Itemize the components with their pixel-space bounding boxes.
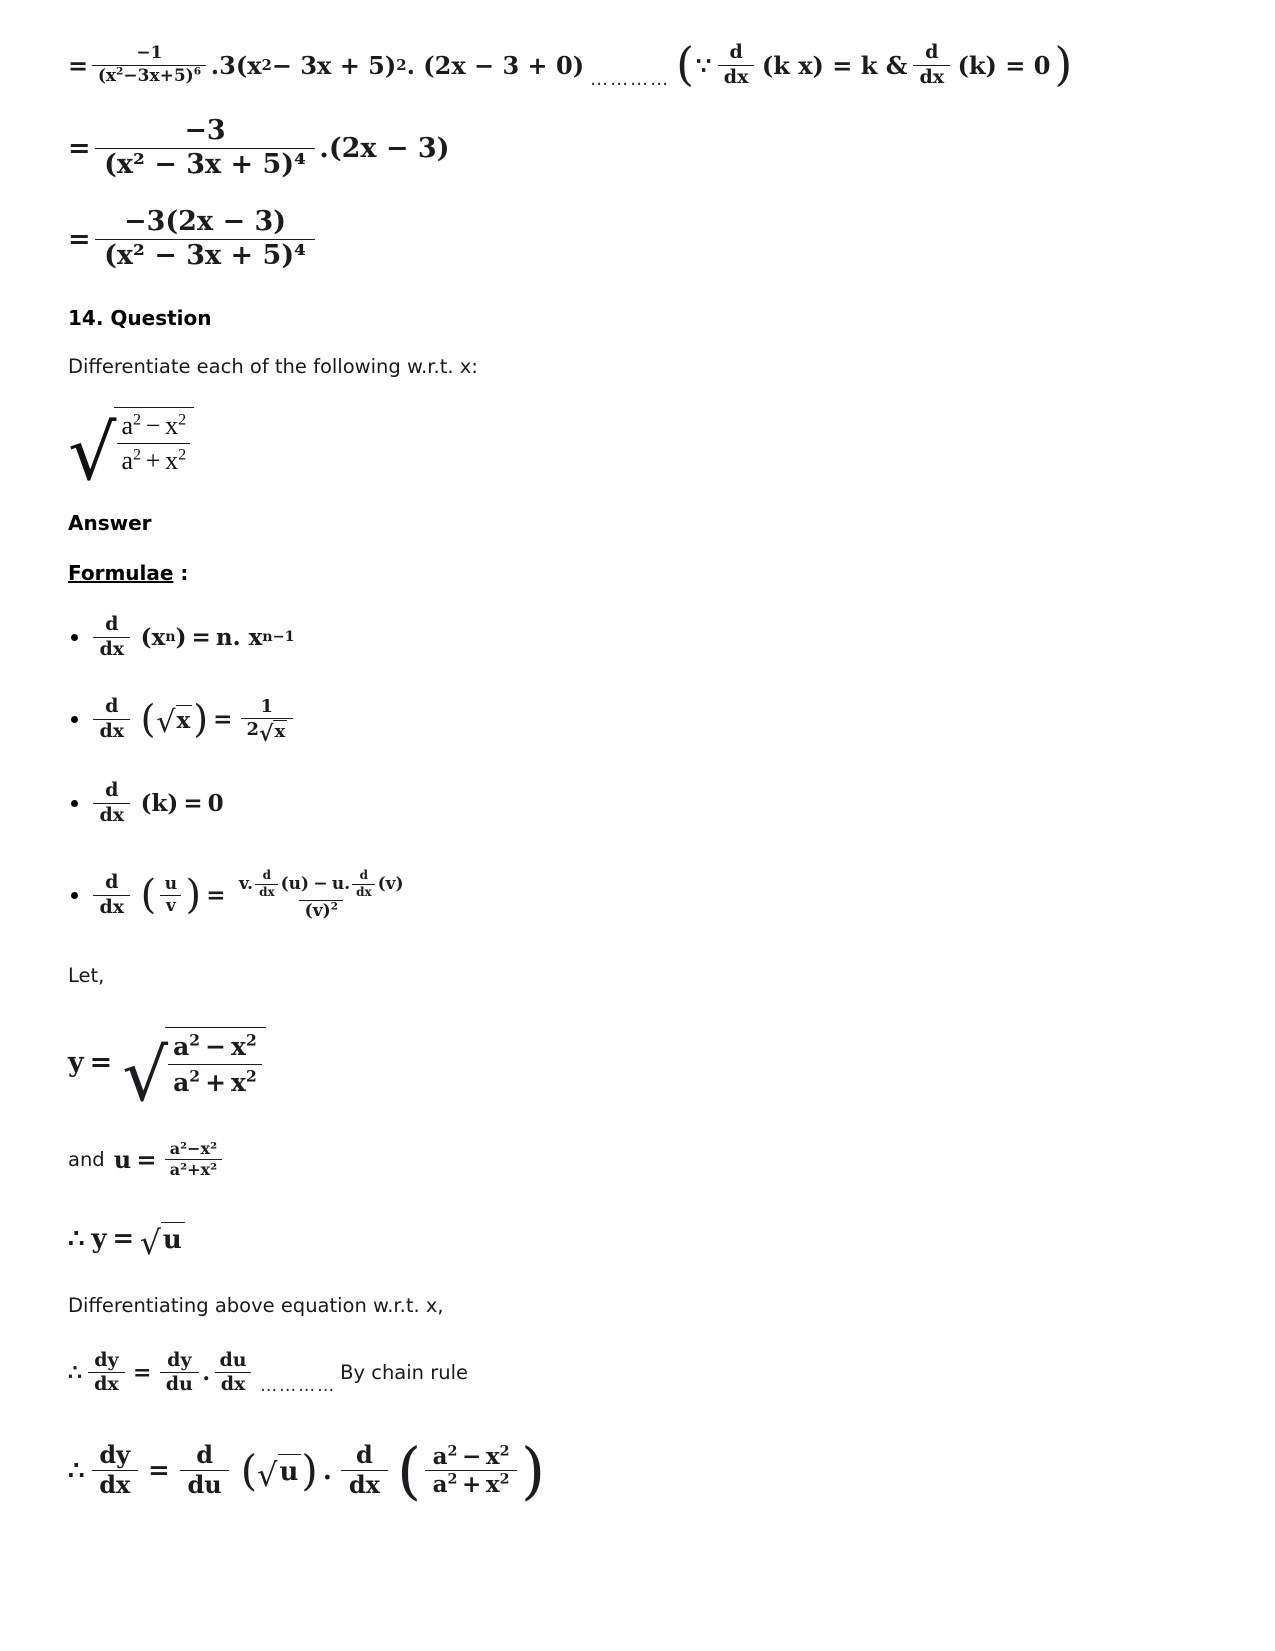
chain-rule-dot: . xyxy=(202,1359,211,1386)
u-definition xyxy=(68,1129,1208,1191)
expanded-radical-sign-icon: √ xyxy=(257,1455,278,1494)
power-rule-dx: dx xyxy=(93,637,130,660)
y-definition-sqrt xyxy=(122,1027,266,1118)
chain-rule-dx2: dx xyxy=(215,1372,252,1395)
expanded-du: du xyxy=(180,1470,230,1499)
sqrt-rule-rhs-radical xyxy=(258,720,287,747)
question-den-x-exp: 2 xyxy=(178,446,187,464)
formula-quotient-rule xyxy=(68,859,1208,931)
quotient-rule-close-paren: ) xyxy=(185,871,202,918)
expanded-equals: = xyxy=(148,1455,170,1486)
y-def-num-a: a xyxy=(173,1032,190,1061)
expanded-den-a-exp: 2 xyxy=(447,1471,458,1488)
question-den-x: x xyxy=(165,446,179,476)
expanded-num-x: x xyxy=(485,1442,500,1470)
eq1-note-k: (k) = 0 xyxy=(957,50,1051,80)
quotient-rule-den-v: (v) xyxy=(304,901,331,922)
question-sqrt xyxy=(68,407,194,498)
eq2-tail: (2x − 3) xyxy=(328,132,450,164)
eq1-side-note xyxy=(676,37,1073,92)
power-rule-lhs-close: ) xyxy=(175,623,187,651)
constant-rule-d: d xyxy=(105,779,119,802)
quotient-rule-den-exp: 2 xyxy=(330,900,338,913)
sqrt-rule-rhs-radicand xyxy=(273,720,287,742)
expanded-den-x-exp: 2 xyxy=(499,1471,510,1488)
quotient-rule-num-u2: u. xyxy=(331,873,351,894)
eq1-note-d2: d xyxy=(925,41,939,64)
question-num-a: a xyxy=(121,411,133,441)
sqrt-rule-rhs-2: 2 xyxy=(246,718,259,740)
sqrt-rule-rhs-den xyxy=(241,718,293,747)
expanded-fraction xyxy=(425,1444,517,1499)
eq3-denominator: (x² − 3x + 5)⁴ xyxy=(95,239,314,271)
eq1-leader-dots: ………… xyxy=(590,69,671,90)
eq2-numerator: −3 xyxy=(184,115,226,147)
y-def-den-x-exp: 2 xyxy=(245,1066,257,1086)
eq1-note-kx: (k x) = k & xyxy=(761,50,908,80)
chain-rule-dx: dx xyxy=(88,1372,125,1395)
quotient-rule-ddx xyxy=(93,872,130,918)
sqrt-rule-radicand xyxy=(176,705,193,734)
eq1-note-d1: d xyxy=(729,41,743,64)
quotient-rule-lhs xyxy=(140,871,202,918)
quotient-rule-equals: = xyxy=(206,881,226,909)
eq1-note-dx2: dx xyxy=(913,65,950,88)
eq2-equals: = xyxy=(68,132,91,164)
eq1-note-ddx-1 xyxy=(718,42,755,88)
power-rule-ddx xyxy=(93,614,130,660)
eq1-den-sup: 2 xyxy=(116,64,124,77)
equation-continued-3 xyxy=(68,194,1208,284)
expanded-sqrt xyxy=(257,1454,301,1494)
power-rule-lhs: (x n ) xyxy=(140,623,187,651)
expanded-frac-open-paren: ( xyxy=(396,1434,422,1508)
y-sqrt-u-radicand xyxy=(161,1222,185,1255)
radical-sign-icon: √ xyxy=(68,408,117,498)
eq1-denominator xyxy=(92,65,206,86)
equation-continued-2 xyxy=(68,104,1208,192)
expanded-frac-group xyxy=(396,1434,546,1508)
u-definition-equals: = xyxy=(136,1145,157,1174)
eq1-note-close-paren: ) xyxy=(1054,37,1073,92)
formulae-heading-colon: : xyxy=(173,561,189,586)
expanded-dot: . xyxy=(322,1455,332,1486)
expanded-sqrt-open-paren: ( xyxy=(240,1445,258,1495)
sqrt-rule-rhs-x: x xyxy=(274,720,286,742)
power-rule-rhs: n. x n−1 xyxy=(215,623,295,651)
eq1-equals: = xyxy=(68,50,89,80)
sqrt-rule-radical-sign-icon: √ xyxy=(156,704,176,740)
eq3-equals: = xyxy=(68,223,91,255)
expanded-sqrt-close-paren: ) xyxy=(301,1445,318,1495)
expanded-frac-den xyxy=(425,1470,517,1498)
expanded-num-x-exp: 2 xyxy=(499,1442,510,1459)
question-num-a-exp: 2 xyxy=(132,411,142,429)
quotient-rule-d: d xyxy=(105,871,119,894)
eq2-denominator: (x² − 3x + 5)⁴ xyxy=(95,148,314,180)
sqrt-rule-ddx xyxy=(93,696,130,742)
expanded-sqrt-u: u xyxy=(279,1457,299,1488)
expanded-ddu xyxy=(180,1442,230,1499)
chain-rule-du: du xyxy=(160,1372,199,1395)
power-rule-lhs-open: (x xyxy=(140,623,166,651)
sqrt-rule-rhs xyxy=(241,695,293,747)
expanded-num-minus: − xyxy=(462,1442,482,1470)
sqrt-rule-rhs-radical-sign-icon: √ xyxy=(258,720,274,747)
answer-heading: Answer xyxy=(68,511,152,536)
expanded-derivative-line xyxy=(68,1426,1208,1516)
y-def-num-a-exp: 2 xyxy=(189,1030,201,1050)
expanded-dx2: dx xyxy=(341,1470,387,1499)
expanded-dx: dx xyxy=(92,1470,138,1499)
formula-power-rule xyxy=(68,609,1208,665)
quotient-rule-num-minus: − xyxy=(313,873,328,894)
formulae-heading xyxy=(68,561,1208,585)
expanded-den-a: a xyxy=(432,1471,448,1499)
quotient-rule-num-dx2: dx xyxy=(352,884,375,899)
question-den-plus: + xyxy=(145,446,161,476)
question-den-a: a xyxy=(121,446,133,476)
question-num xyxy=(117,411,190,443)
u-definition-num: a²−x² xyxy=(169,1139,218,1159)
expanded-frac-num xyxy=(425,1444,517,1471)
formulae-list xyxy=(68,609,1208,931)
question-prompt: Differentiate each of the following w.r.t. x: xyxy=(68,355,478,378)
u-definition-and: and xyxy=(68,1147,105,1171)
quotient-rule-num-ddx2 xyxy=(352,869,375,899)
sqrt-rule-d: d xyxy=(105,695,119,718)
y-sqrt-u-radical-sign-icon: √ xyxy=(139,1222,161,1262)
chain-rule-dydx xyxy=(88,1350,125,1396)
y-definition-radical-sign-icon: √ xyxy=(122,1033,169,1118)
y-definition-equals: = xyxy=(89,1047,113,1078)
quotient-rule-uv xyxy=(159,875,182,916)
quotient-rule-num-ddx1 xyxy=(255,869,278,899)
eq1-den-base: (x xyxy=(97,65,117,86)
expanded-d2: d xyxy=(356,1440,373,1470)
quotient-rule-v: v xyxy=(160,895,181,916)
y-sqrt-u-radical xyxy=(139,1222,185,1262)
chain-rule-dydu xyxy=(160,1350,199,1396)
chain-rule-dy2: dy xyxy=(167,1348,192,1371)
y-definition-radicand xyxy=(165,1027,266,1098)
u-definition-den: a²+x² xyxy=(165,1159,223,1179)
eq2-dot: . xyxy=(319,132,329,164)
y-sqrt-u-therefore: ∴ xyxy=(68,1223,85,1254)
y-sqrt-u-equals: = xyxy=(112,1223,135,1254)
question-den-a-exp: 2 xyxy=(132,446,142,464)
eq1-factor-rest: − 3x + 5) xyxy=(271,50,397,80)
chain-rule-du2: du xyxy=(219,1348,247,1371)
expanded-ddx xyxy=(341,1442,387,1499)
expanded-num-a-exp: 2 xyxy=(447,1442,458,1459)
eq1-fraction xyxy=(92,44,206,85)
eq1-factor: 3(x 2 − 3x + 5) 2 . (2x − 3 + 0) xyxy=(219,50,585,80)
y-def-den-a: a xyxy=(173,1068,190,1097)
expanded-den-x: x xyxy=(485,1471,500,1499)
expanded-num-a: a xyxy=(432,1442,448,1470)
y-definition-num xyxy=(168,1031,262,1064)
sqrt-rule-radical xyxy=(156,704,192,740)
formula-constant-rule xyxy=(68,775,1208,831)
y-def-num-minus: − xyxy=(205,1032,227,1061)
power-rule-rhs-base: n. x xyxy=(215,623,263,651)
expanded-dydx xyxy=(92,1442,138,1499)
eq1-note-dx1: dx xyxy=(718,65,755,88)
eq1-factor-tail: . (2x − 3 + 0) xyxy=(406,50,585,80)
y-def-den-x: x xyxy=(231,1068,246,1097)
u-definition-fraction xyxy=(165,1140,223,1179)
quotient-rule-open-paren: ( xyxy=(140,871,157,918)
eq1-note-ddx-2 xyxy=(913,42,950,88)
formulae-heading-underlined: Formulae xyxy=(68,561,174,586)
expanded-radicand xyxy=(278,1454,302,1487)
page-content xyxy=(68,34,1208,1516)
expanded-d1: d xyxy=(196,1440,214,1470)
y-def-den-a-exp: 2 xyxy=(189,1066,201,1086)
y-def-num-x-exp: 2 xyxy=(245,1030,257,1050)
question-num-minus: − xyxy=(145,411,161,441)
quotient-rule-rhs xyxy=(234,869,409,921)
formula-sqrt-rule xyxy=(68,689,1208,749)
sqrt-rule-rhs-num: 1 xyxy=(260,695,274,717)
chain-rule-line xyxy=(68,1342,1208,1404)
sqrt-rule-open-paren: ( xyxy=(140,696,156,741)
y-def-num-x: x xyxy=(231,1032,246,1061)
quotient-rule-num-v2: (v) xyxy=(377,873,404,894)
eq1-note-open-paren: ( xyxy=(676,37,695,92)
differentiating-label: Differentiating above equation w.r.t. x, xyxy=(68,1293,444,1317)
constant-rule-ddx xyxy=(93,780,130,826)
constant-rule-equals: = xyxy=(183,789,203,817)
chain-rule-leader-dots: ………… xyxy=(260,1375,337,1396)
eq3-numerator: −3(2x − 3) xyxy=(123,206,287,238)
eq1-because-symbol: ∵ xyxy=(696,50,712,80)
chain-rule-equals: = xyxy=(133,1359,152,1386)
question-radicand xyxy=(114,407,194,476)
y-definition-y: y xyxy=(68,1047,84,1078)
chain-rule-dudx xyxy=(213,1350,252,1396)
question-num-x: x xyxy=(165,411,179,441)
quotient-rule-dx: dx xyxy=(93,895,130,918)
y-equals-sqrt-u xyxy=(68,1213,1208,1265)
y-sqrt-u-u: u xyxy=(162,1225,182,1255)
eq1-factor-base: 3(x xyxy=(219,50,262,80)
y-definition-den xyxy=(168,1064,262,1098)
constant-rule-rhs: 0 xyxy=(207,789,224,817)
power-rule-d: d xyxy=(105,613,119,636)
question-heading: 14. Question xyxy=(68,306,212,330)
expanded-sqrt-group xyxy=(240,1445,318,1495)
equation-continued-1 xyxy=(68,34,1208,96)
sqrt-rule-close-paren: ) xyxy=(193,696,209,741)
quotient-rule-num-dx1: dx xyxy=(255,884,278,899)
chain-rule-dy: dy xyxy=(94,1348,119,1371)
chain-rule-note: By chain rule xyxy=(340,1361,469,1385)
let-label: Let, xyxy=(68,964,105,988)
power-rule-equals: = xyxy=(191,623,211,651)
sqrt-rule-x: x xyxy=(176,706,191,734)
chain-rule-therefore: ∴ xyxy=(68,1359,82,1386)
sqrt-rule-equals: = xyxy=(213,705,233,733)
quotient-rule-num-v: v. xyxy=(239,873,254,894)
quotient-rule-num-d1: d xyxy=(262,868,272,883)
expanded-therefore: ∴ xyxy=(68,1455,85,1486)
u-definition-u: u xyxy=(113,1145,132,1174)
constant-rule-dx: dx xyxy=(93,803,130,826)
eq3-fraction xyxy=(95,207,314,270)
y-sqrt-u-y: y xyxy=(91,1223,107,1254)
expanded-dy: dy xyxy=(99,1440,131,1470)
expanded-frac-close-paren: ) xyxy=(521,1434,546,1508)
eq1-dot: . xyxy=(210,50,220,80)
question-den xyxy=(117,443,190,476)
sqrt-rule-lhs xyxy=(140,696,209,741)
quotient-rule-u: u xyxy=(164,873,178,894)
constant-rule-lhs: (k) xyxy=(140,789,179,817)
y-definition xyxy=(68,1015,1208,1118)
expanded-den-plus: + xyxy=(462,1471,482,1499)
quotient-rule-rhs-den xyxy=(299,900,343,921)
quotient-rule-num-u1: (u) xyxy=(280,873,310,894)
sqrt-rule-dx: dx xyxy=(93,719,130,742)
quotient-rule-num-d2: d xyxy=(359,868,369,883)
eq1-den-rest: −3x+5) xyxy=(123,65,194,86)
eq2-fraction xyxy=(95,116,314,179)
y-def-den-plus: + xyxy=(205,1068,227,1097)
eq1-numerator: −1 xyxy=(136,43,163,64)
eq1-den-exp: 6 xyxy=(193,64,202,77)
quotient-rule-rhs-num xyxy=(234,869,409,900)
question-num-x-exp: 2 xyxy=(178,411,187,429)
question-expression xyxy=(68,407,1208,498)
